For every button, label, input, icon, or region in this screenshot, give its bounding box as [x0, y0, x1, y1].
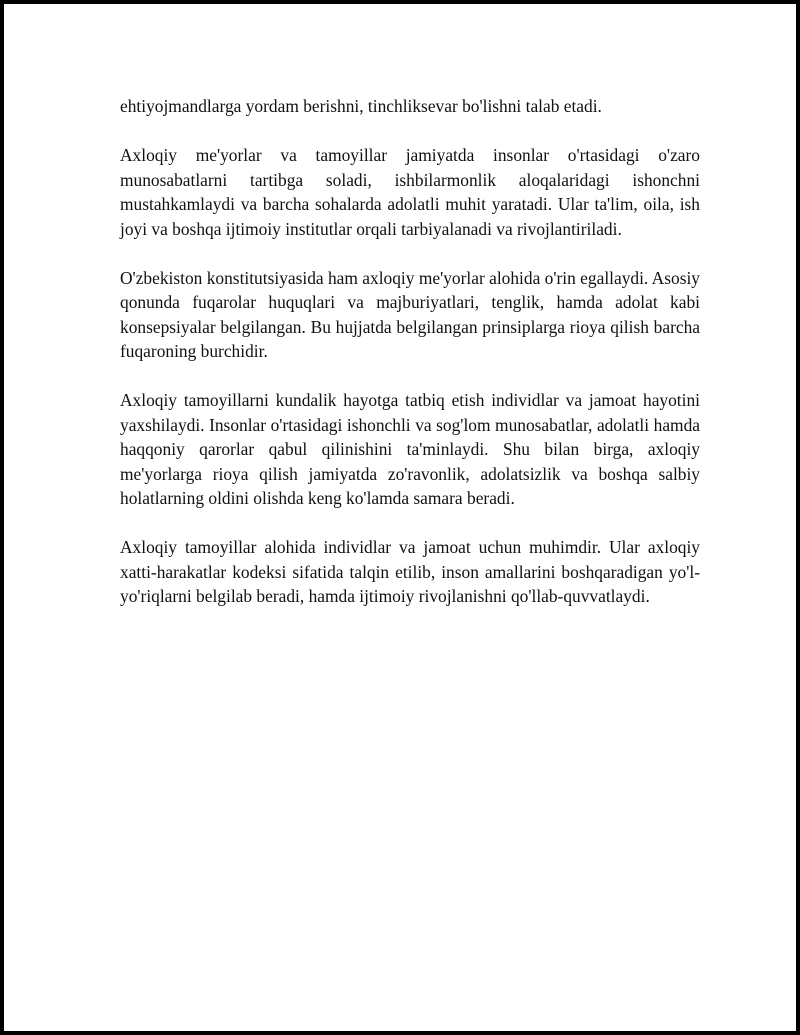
paragraph-2: Axloqiy me'yorlar va tamoyillar jamiyatda insonlar o'rtasidagi o'zaro munosabatlarni tartibga soladi, ishbilarmonlik aloqalaridagi ishonchni mustahkamlaydi va barcha sohalarda adolatli muhit yaratadi. Ular ta'lim, oila, ish joyi va boshqa ijtimoiy institutlar orqali tarbiyalanadi va rivojlantiriladi. — [120, 145, 700, 239]
document-body — [120, 94, 700, 633]
paragraph-5: Axloqiy tamoyillar alohida individlar va jamoat uchun muhimdir. Ular axloqiy xatti-harakatlar kodeksi sifatida talqin etilib, inson amallarini boshqaradigan yo'l-yo'riqlarni belgilab beradi, hamda ijtimoiy rivojlanishni qo'llab-quvvatlaydi. — [120, 537, 700, 606]
paragraph-3: O'zbekiston konstitutsiyasida ham axloqiy me'yorlar alohida o'rin egallaydi. Asosiy qonunda fuqarolar huquqlari va majburiyatlari, tenglik, hamda adolat kabi konsepsiyalar belgilangan. Bu hujjatda belgilangan prinsiplarga rioya qilish barcha fuqaroning burchidir. — [120, 267, 700, 361]
paragraph-4: Axloqiy tamoyillarni kundalik hayotga tatbiq etish individlar va jamoat hayotini yaxshilaydi. Insonlar o'rtasidagi ishonchli va sog'lom munosabatlar, adolatli hamda haqqoniy qarorlar qabul qilinishini ta'minlaydi. Shu bilan birga, axloqiy me'yorlarga rioya qilish jamiyatda zo'ravonlik, adolatsizlik va boshqa salbiy holatlarning oldini olishda keng ko'lamda samara beradi. — [120, 390, 700, 508]
paragraph-1: ehtiyojmandlarga yordam berishni, tinchliksevar bo'lishni talab etadi. — [120, 96, 602, 116]
